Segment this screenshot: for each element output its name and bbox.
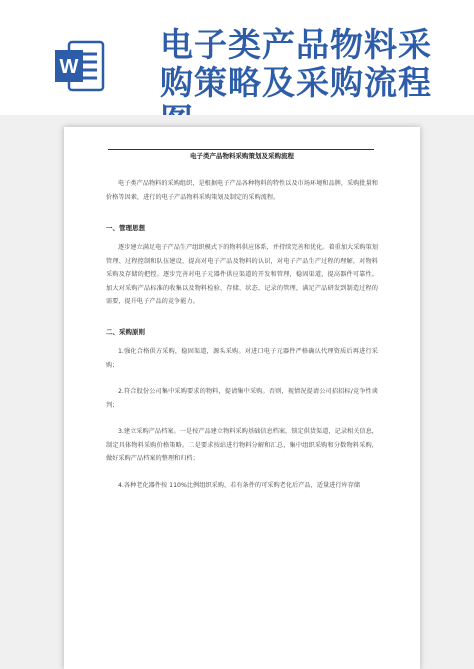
intro-paragraph: 电子类产品物料的采购组织，是根据电子产品各种物料的特性以及市场环境和品牌，采购批量和价格等因素，进行的电子产品物料采购策划及制定的采购流程。 (106, 180, 378, 201)
word-logo-letter: W (59, 56, 79, 78)
title-rule (108, 149, 374, 150)
section2-heading: 二、采购原则 (106, 328, 145, 336)
word-document-icon (55, 38, 105, 94)
principle-item-3: 3.建立采购产品档案。一是按产品建立物料采购基础信息档案，锁定供货渠道，记录相关信息，制定具体物料采购价格策略。二是要求按站进行物料分解和汇总，集中组织采购和分数物料采购，做好采购产品档案的整理和归档； (106, 428, 378, 462)
document-title: 电子类产品物料采购策划及采购流程 (190, 152, 294, 160)
banner-title: 电子类产品物料采购策略及采购流程 (160, 25, 432, 102)
banner (0, 0, 474, 115)
section1-body: 逐步建立满足电子产品生产组织模式下的物料供应体系，并持续完善和优化。着重加大采购策划管理、过程控制和队伍建设，提高对电子产品及物料的认识，对电子产品生产过程的理解，对物料采购及存储的把控。逐步完善对电子元器件供应渠道的开发和管理，稳固渠道，提高器件可靠性。加大对采购产品标准的收集以及物料检验、存储、状态、记录的管理，满足产品研发到制造过程的需要，提升电子产品的竞争能力。 (106, 244, 378, 305)
section1-heading: 一、管理思想 (106, 224, 145, 232)
principle-item-4: 4.各种老化器件按 110%比例组织采购，若有条件的可采购老化后产品，适量进行库存储 (118, 482, 361, 489)
document-page (64, 127, 420, 669)
principle-item-1: 1.强化合格供方采购，稳固渠道，源头采购。对进口电子元器件严格确认代理资质后再进行采购； (106, 348, 378, 369)
principle-item-2: 2.符合股份公司集中采购要求的物料，提请集中采购。否则，视情况提请公司招招标/竞争性谈判； (106, 388, 378, 409)
